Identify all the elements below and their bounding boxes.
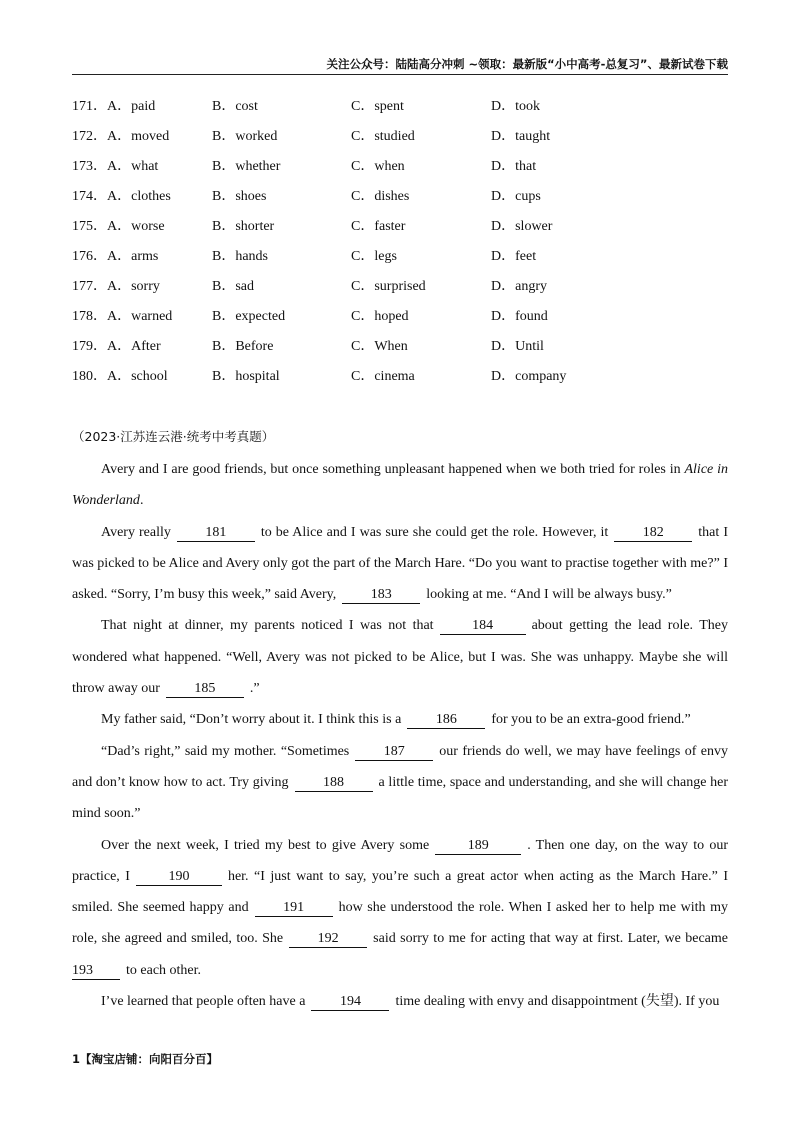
- text: our friends do well, we may have feelings of envy and don’t know how to act. Try giving: [72, 743, 728, 790]
- option-c: C．when: [351, 159, 405, 174]
- text: how she understood the role. When I asked her to help me with my role, she agreed and smiled, too. She: [72, 900, 728, 947]
- blank-189: 189: [435, 838, 521, 855]
- option-c: C．surprised: [351, 279, 426, 294]
- option-row: [72, 156, 728, 186]
- blank-187: 187: [355, 744, 433, 761]
- header-text: 关注公众号：陆陆高分冲刺 ~领取：最新版“小中高考-总复习”、最新试卷下载: [326, 57, 728, 71]
- text: Avery really: [101, 524, 171, 540]
- paragraph-2: [72, 517, 728, 611]
- blank-193: 193: [72, 963, 120, 980]
- question-number: 180．: [72, 369, 107, 384]
- option-d: D．took: [491, 99, 540, 114]
- option-a: A．sorry: [107, 279, 160, 294]
- text: a little time, space and understanding, and she will change her mind soon.”: [72, 774, 728, 822]
- option-b: B．cost: [212, 99, 258, 114]
- cloze-passage: [72, 454, 728, 1017]
- option-c: C．faster: [351, 219, 406, 234]
- text: to be Alice and I was sure she could get the role. However, it: [260, 524, 609, 540]
- option-d: D．cups: [491, 189, 541, 204]
- option-d: D．Until: [491, 339, 544, 354]
- answer-options-list: [72, 96, 728, 396]
- option-c: C．hoped: [351, 309, 409, 324]
- option-c: C．dishes: [351, 189, 410, 204]
- book-title: Alice in Wonderland: [72, 462, 728, 509]
- option-a: A．worse: [107, 219, 165, 234]
- option-row: [72, 96, 728, 126]
- option-row: [72, 216, 728, 246]
- page-footer: [72, 1051, 218, 1067]
- paragraph-6: [72, 830, 728, 986]
- text: said sorry to me for acting that way at first. Later, we became: [373, 931, 728, 947]
- option-a: A．paid: [107, 99, 156, 114]
- text: Over the next week, I tried my best to give Avery some: [101, 837, 430, 853]
- option-a: A．warned: [107, 309, 173, 324]
- text: .”: [249, 681, 260, 697]
- text: that I was picked to be Alice and Avery only got the part of the March Hare. “Do you want to practise together with me?” I asked. “Sorry, I’m busy this week,” said Avery,: [72, 524, 728, 603]
- option-c: C．cinema: [351, 369, 415, 384]
- option-c: C．spent: [351, 99, 404, 114]
- option-row: [72, 126, 728, 156]
- option-row: [72, 306, 728, 336]
- question-number: 172．: [72, 129, 107, 144]
- paragraph-3: [72, 610, 728, 704]
- option-d: D．feet: [491, 249, 537, 264]
- option-b: B．Before: [212, 339, 274, 354]
- option-c: C．legs: [351, 249, 397, 264]
- question-number: 173．: [72, 159, 107, 174]
- option-a: A．clothes: [107, 189, 171, 204]
- text: looking at me. “And I will be always busy.”: [426, 587, 672, 603]
- page-header: [72, 54, 728, 75]
- question-number: 177．: [72, 279, 107, 294]
- paragraph-5: [72, 736, 728, 830]
- blank-181: 181: [177, 525, 255, 542]
- blank-191: 191: [255, 900, 333, 917]
- option-c: C．studied: [351, 129, 415, 144]
- text: I’ve learned that people often have a: [101, 994, 306, 1010]
- option-row: [72, 366, 728, 396]
- blank-186: 186: [407, 712, 485, 729]
- option-row: [72, 246, 728, 276]
- blank-183: 183: [342, 587, 420, 604]
- option-b: B．hands: [212, 249, 268, 264]
- option-c: C．When: [351, 339, 408, 354]
- text: . Then one day, on the way to our practice, I: [72, 837, 728, 884]
- text: time dealing with envy and disappointment (失望). If you: [395, 994, 720, 1010]
- option-b: B．sad: [212, 279, 254, 294]
- option-a: A．what: [107, 159, 159, 174]
- question-number: 176．: [72, 249, 107, 264]
- blank-192: 192: [289, 931, 367, 948]
- blank-182: 182: [614, 525, 692, 542]
- text: My father said, “Don’t worry about it. I think this is a: [101, 712, 402, 728]
- option-a: A．moved: [107, 129, 170, 144]
- blank-185: 185: [166, 681, 244, 698]
- option-b: B．hospital: [212, 369, 280, 384]
- option-b: B．shoes: [212, 189, 267, 204]
- option-b: B．worked: [212, 129, 278, 144]
- text: .: [139, 493, 144, 509]
- text: her. “I just want to say, you’re such a great actor when acting as the March Hare.” I smiled. She seemed happy and: [72, 868, 728, 916]
- blank-190: 190: [136, 869, 222, 886]
- paragraph-1: [72, 454, 728, 517]
- option-d: D．slower: [491, 219, 553, 234]
- option-a: A．school: [107, 369, 168, 384]
- text: about getting the lead role. They wondered what happened. “Well, Avery was not picked to be Alice, but I was. She was unhappy. Maybe she will throw away our: [72, 618, 729, 697]
- paragraph-7: [72, 986, 728, 1017]
- text: for you to be an extra-good friend.”: [491, 712, 691, 728]
- footer-text: 1【淘宝店铺：向阳百分百】: [72, 1052, 219, 1066]
- paragraph-4: [72, 704, 728, 735]
- option-row: [72, 276, 728, 306]
- blank-188: 188: [295, 775, 373, 792]
- question-number: 178．: [72, 309, 107, 324]
- option-b: B．whether: [212, 159, 281, 174]
- option-d: D．that: [491, 159, 537, 174]
- option-d: D．company: [491, 369, 567, 384]
- option-b: B．expected: [212, 309, 286, 324]
- source-citation: （2023·江苏连云港·统考中考真题）: [72, 429, 275, 444]
- option-d: D．angry: [491, 279, 547, 294]
- blank-184: 184: [440, 618, 526, 635]
- text: Avery and I are good friends, but once something unpleasant happened when we both tried for roles in: [101, 462, 685, 477]
- option-b: B．shorter: [212, 219, 275, 234]
- text: That night at dinner, my parents noticed I was not that: [101, 618, 434, 634]
- question-number: 174．: [72, 189, 107, 204]
- option-a: A．arms: [107, 249, 159, 264]
- option-d: D．taught: [491, 129, 551, 144]
- blank-194: 194: [311, 994, 389, 1011]
- option-a: A．After: [107, 339, 161, 354]
- option-row: [72, 186, 728, 216]
- text: “Dad’s right,” said my mother. “Sometimes: [101, 743, 350, 759]
- question-number: 179．: [72, 339, 107, 354]
- question-number: 171．: [72, 99, 107, 114]
- option-d: D．found: [491, 309, 548, 324]
- question-number: 175．: [72, 219, 107, 234]
- option-row: [72, 336, 728, 366]
- text: to each other.: [126, 962, 202, 978]
